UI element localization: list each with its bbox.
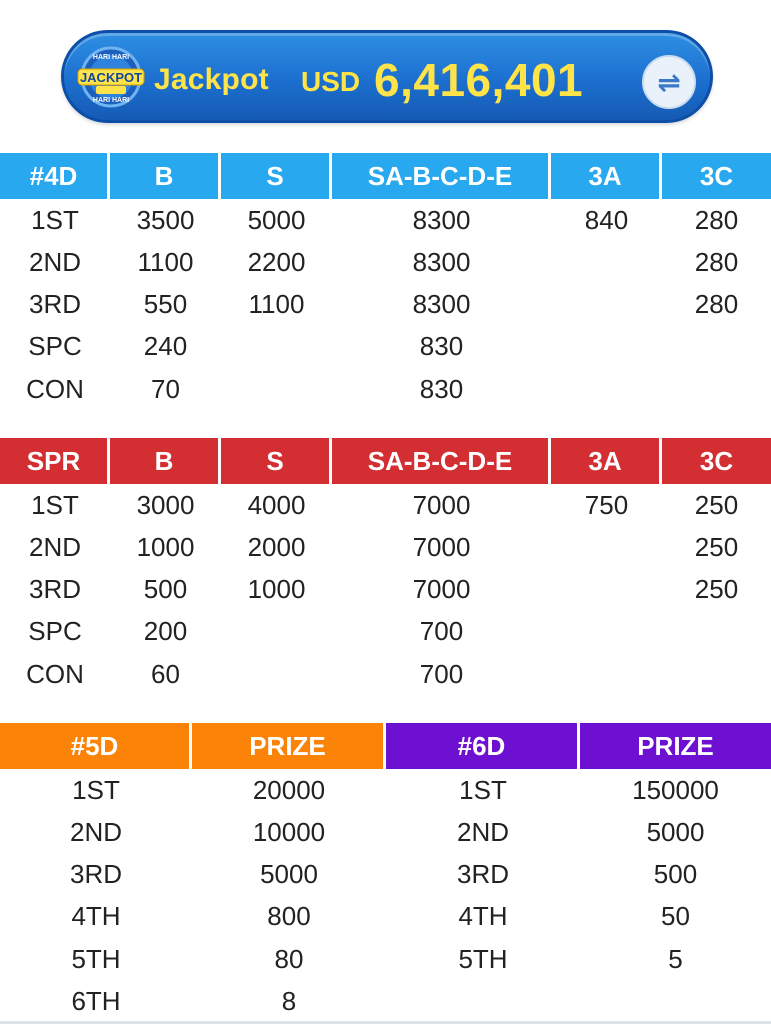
table-cell: [662, 611, 771, 653]
logo-text-top: HARI HARI: [92, 54, 130, 61]
table-cell: CON: [26, 658, 84, 689]
table-cell: 4000: [247, 489, 306, 520]
table-cell: 280: [694, 289, 739, 320]
table-cell: SPC: [28, 331, 82, 362]
table-cell: 80: [274, 943, 304, 974]
table-cell: [221, 368, 332, 410]
table-cell: [386, 980, 580, 1022]
table-cell: 200: [143, 616, 188, 647]
header-cell-6d: #6D: [386, 723, 580, 769]
table-cell: 60: [151, 658, 180, 689]
jackpot-amount: 6,416,401: [374, 54, 584, 106]
table-cell: 1000: [247, 574, 306, 605]
table-cell: 3RD: [28, 574, 81, 605]
table-cell: [551, 326, 662, 368]
table-cell: 150000: [632, 774, 719, 805]
header-cell: 3A: [551, 153, 662, 199]
table-spr: [0, 438, 771, 695]
table-cell: 8300: [412, 289, 471, 320]
table-cell: 70: [151, 373, 180, 404]
table-cell: 700: [419, 658, 464, 689]
header-cell: S: [221, 153, 332, 199]
swap-icon: ⇌: [657, 66, 681, 98]
header-cell: S: [221, 438, 332, 484]
table-row: [0, 769, 771, 811]
table-cell: [662, 653, 771, 695]
table-cell: 10000: [252, 816, 326, 847]
table-cell: SPC: [28, 616, 82, 647]
header-cell: 3C: [662, 153, 771, 199]
table-cell: [551, 526, 662, 568]
table-cell: 4TH: [458, 901, 508, 932]
table-cell: 8300: [412, 246, 471, 277]
table-cell: [551, 569, 662, 611]
logo-text-bottom: HARI HARI: [92, 97, 130, 104]
table-cell: [221, 653, 332, 695]
header-cell: #4D: [0, 153, 110, 199]
table-cell: [662, 326, 771, 368]
table-cell: [580, 980, 771, 1022]
table-row: [0, 284, 771, 326]
swap-currency-button[interactable]: [642, 55, 696, 109]
table-cell: 5TH: [71, 943, 121, 974]
table-header-row: [0, 153, 771, 199]
table-cell: 1100: [137, 246, 194, 277]
table-row: [0, 653, 771, 695]
header-cell-6d-prize: PRIZE: [580, 723, 771, 769]
table-cell: 1ST: [31, 489, 79, 520]
table-cell: [221, 611, 332, 653]
table-cell: 7000: [412, 489, 471, 520]
table-cell: 3RD: [28, 289, 81, 320]
table-row: [0, 241, 771, 283]
table-cell: 3RD: [456, 859, 509, 890]
table-row: [0, 896, 771, 938]
table-row: [0, 854, 771, 896]
table-cell: 830: [419, 331, 464, 362]
table-cell: 280: [694, 246, 739, 277]
table-cell: [551, 368, 662, 410]
table-cell: 50: [661, 901, 690, 932]
table-row: [0, 938, 771, 980]
table-row: [0, 980, 771, 1022]
table-cell: 2200: [247, 246, 306, 277]
table-cell: 840: [584, 204, 629, 235]
table-row: [0, 811, 771, 853]
table-5d-6d: [0, 723, 771, 1023]
table-cell: 2000: [247, 531, 306, 562]
table-cell: 5000: [646, 816, 705, 847]
table-cell: 240: [143, 331, 188, 362]
table-cell: 3RD: [69, 859, 122, 890]
table-cell: 7000: [412, 531, 471, 562]
table-row: [0, 526, 771, 568]
table-cell: 7000: [412, 574, 471, 605]
table-cell: 500: [143, 574, 188, 605]
table-cell: [551, 611, 662, 653]
table-cell: 500: [653, 859, 698, 890]
table-cell: 20000: [252, 774, 326, 805]
table-row: [0, 368, 771, 410]
table-cell: 250: [694, 489, 739, 520]
table-cell: 1100: [248, 289, 305, 320]
table-cell: 2ND: [69, 816, 122, 847]
jackpot-logo-icon: [76, 45, 146, 109]
table-cell: 8: [281, 985, 297, 1016]
table-cell: 8300: [412, 204, 471, 235]
header-cell-5d: #5D: [0, 723, 192, 769]
table-cell: 5TH: [458, 943, 508, 974]
header-cell: 3A: [551, 438, 662, 484]
table-cell: 2ND: [28, 246, 81, 277]
table-cell: 830: [419, 373, 464, 404]
table-cell: [551, 241, 662, 283]
table-cell: 250: [694, 531, 739, 562]
table-cell: 800: [267, 901, 311, 932]
table-header-row: [0, 438, 771, 484]
table-cell: 5: [668, 943, 683, 974]
table-cell: 1ST: [459, 774, 507, 805]
jackpot-banner: [61, 30, 713, 123]
header-cell: SA-B-C-D-E: [332, 153, 551, 199]
table-cell: CON: [26, 373, 84, 404]
table-cell: 2ND: [456, 816, 509, 847]
header-cell: SPR: [0, 438, 110, 484]
table-cell: [551, 284, 662, 326]
table-cell: 1000: [136, 531, 195, 562]
table-cell: 3500: [136, 204, 195, 235]
table-row: [0, 484, 771, 526]
header-cell-5d-prize: PRIZE: [192, 723, 386, 769]
logo-text-main: JACKPOT: [79, 70, 143, 85]
table-cell: 4TH: [71, 901, 121, 932]
table-4d: [0, 153, 771, 410]
table-cell: [551, 653, 662, 695]
table-cell: 1ST: [31, 204, 79, 235]
table-cell: 3000: [136, 489, 195, 520]
header-cell: B: [110, 438, 221, 484]
table-row: [0, 611, 771, 653]
table-cell: 5000: [260, 859, 318, 890]
table-cell: 250: [694, 574, 739, 605]
table-cell: 5000: [247, 204, 306, 235]
table-cell: 1ST: [72, 774, 120, 805]
table-cell: 2ND: [28, 531, 81, 562]
table-cell: 280: [694, 204, 739, 235]
table-row: [0, 569, 771, 611]
table-header-row: [0, 723, 771, 769]
table-row: [0, 326, 771, 368]
header-cell: SA-B-C-D-E: [332, 438, 551, 484]
table-cell: 750: [584, 489, 629, 520]
jackpot-currency: USD: [301, 66, 361, 97]
table-cell: 700: [419, 616, 464, 647]
table-row: [0, 199, 771, 241]
table-cell: [662, 368, 771, 410]
table-cell: [221, 326, 332, 368]
jackpot-label: Jackpot: [154, 63, 269, 96]
header-cell: 3C: [662, 438, 771, 484]
table-cell: 6TH: [71, 985, 121, 1016]
header-cell: B: [110, 153, 221, 199]
table-cell: 550: [143, 289, 188, 320]
